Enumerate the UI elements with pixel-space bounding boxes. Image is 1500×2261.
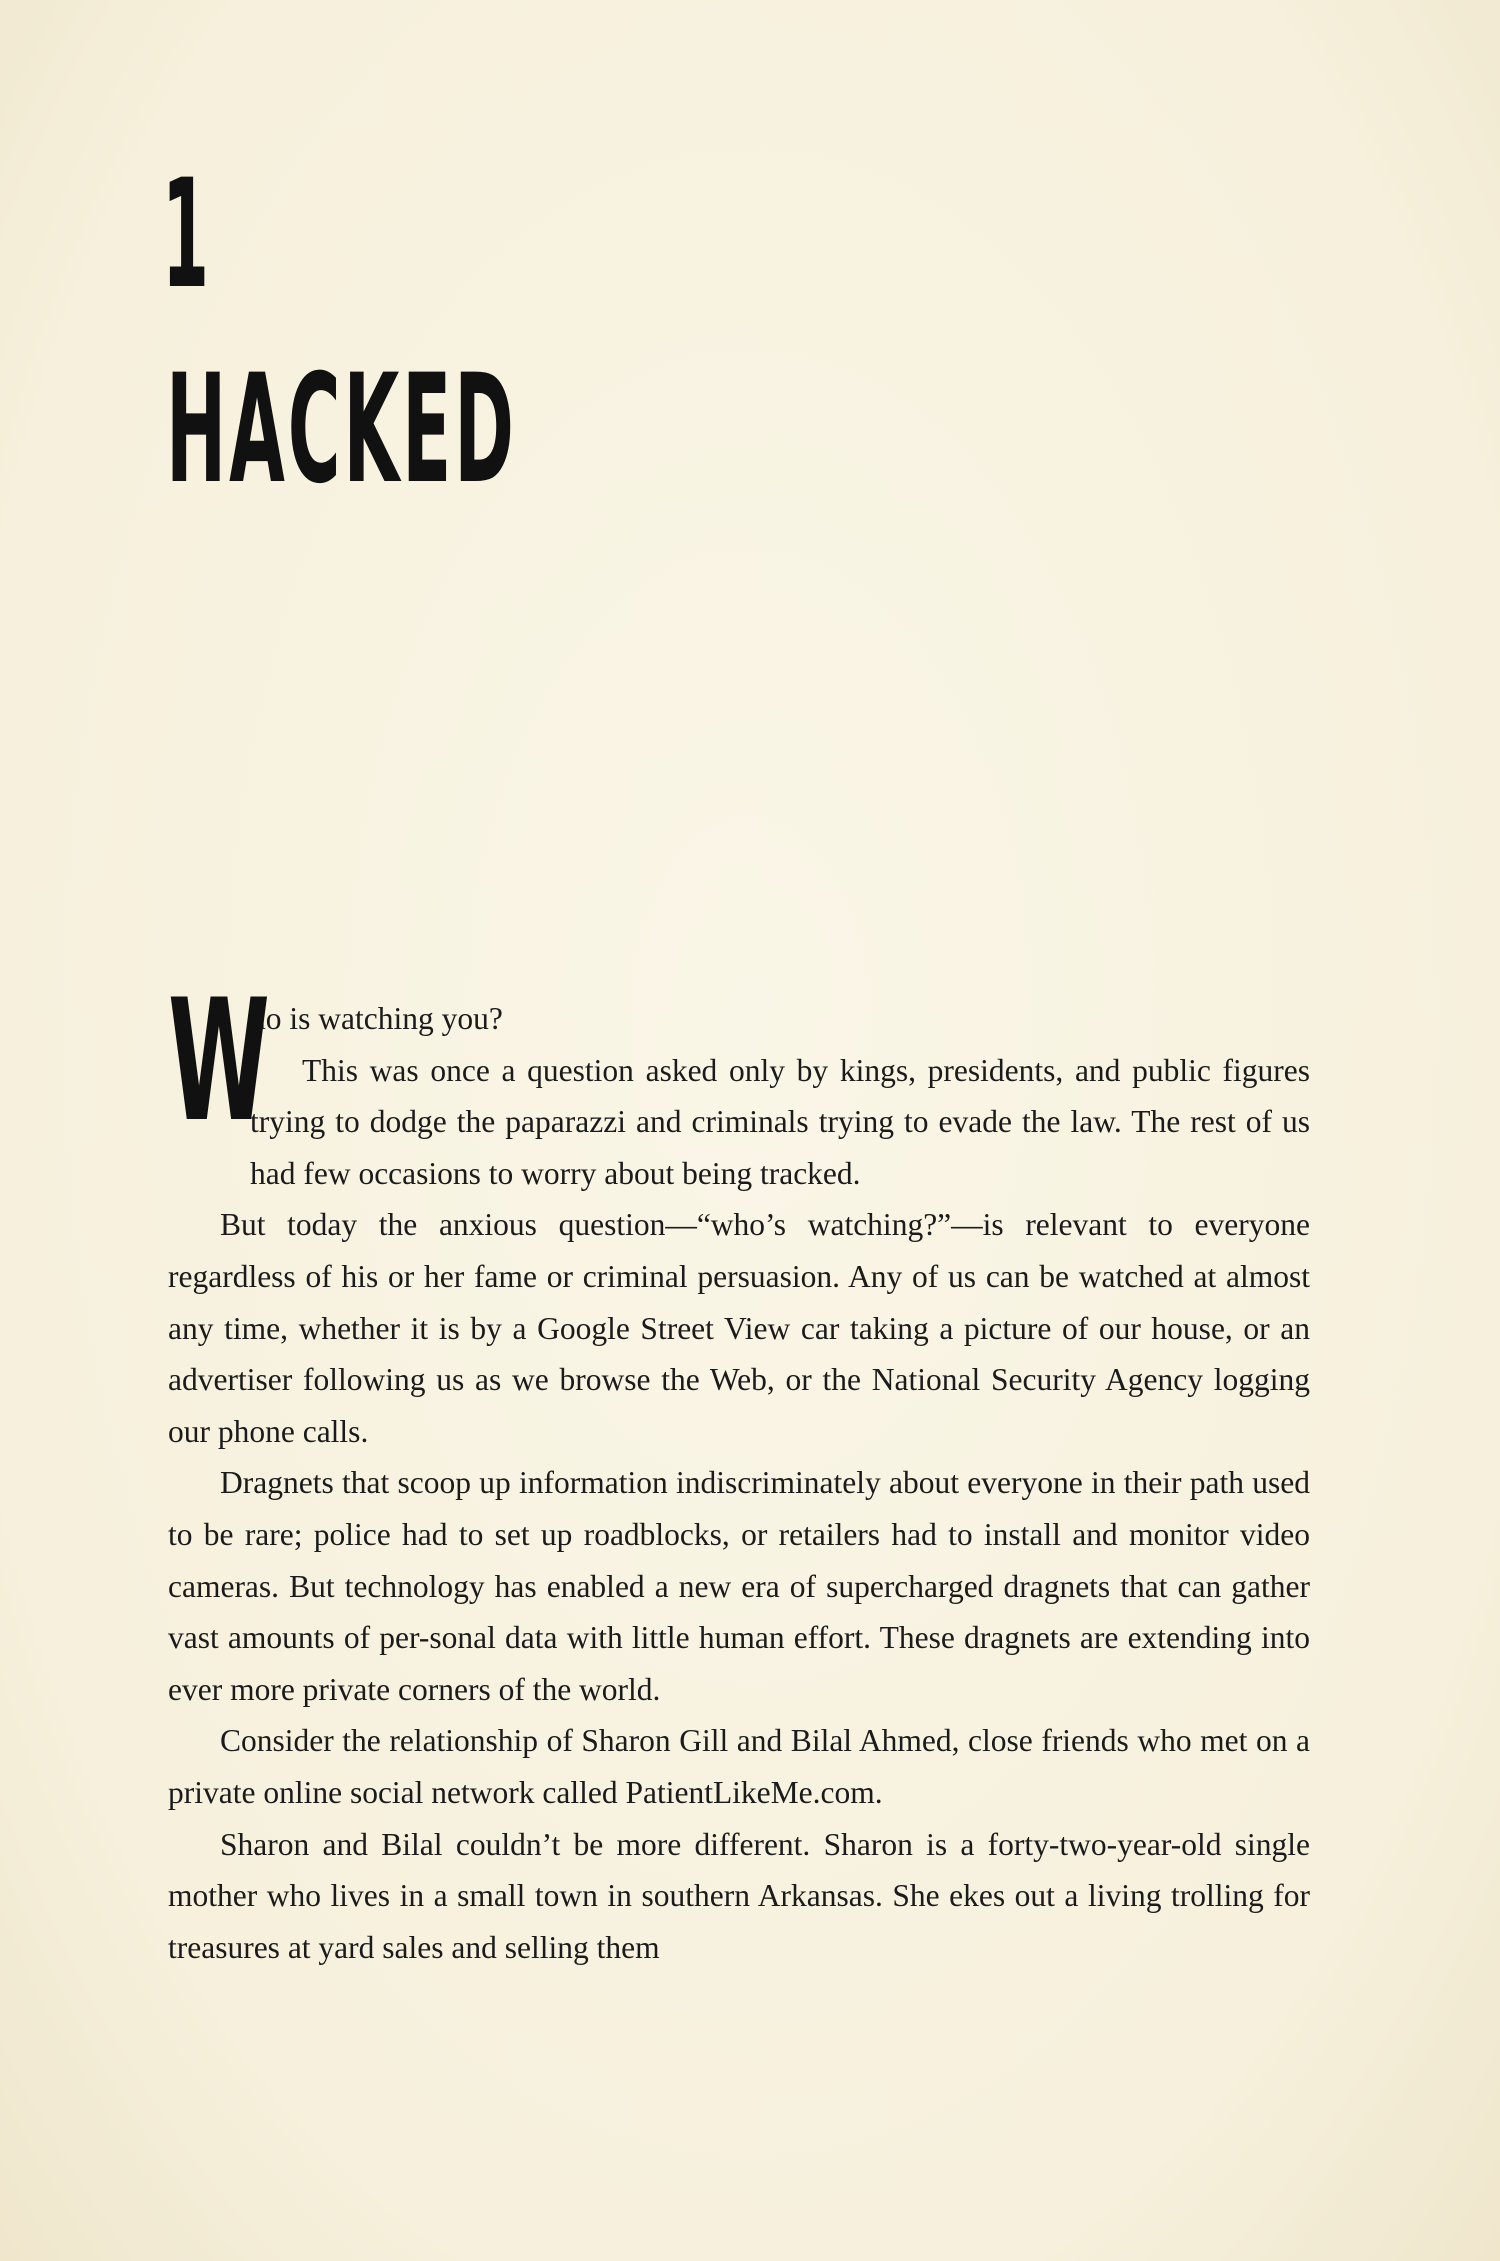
paragraph-2: This was once a question asked only by kings, presidents, and public figures trying to dodge the paparazzi and criminals trying to evade the law. The rest of us had few occasions to worry about being tracked. bbox=[250, 1052, 1310, 1191]
chapter-number: 1 bbox=[162, 148, 209, 322]
paragraph-3: But today the anxious question—“who’s watching?”—is relevant to everyone regardless of his or her fame or criminal persuasion. Any of us can be watched at almost any time, whether it is by a Google Street View car taking a picture of our house, or an advertiser following us as we browse the Web, or the National Security Agency logging our phone calls. bbox=[168, 1207, 1310, 1449]
chapter-title: HACKED bbox=[166, 343, 517, 517]
paragraph-1-text: ho is watching you? bbox=[250, 1001, 503, 1036]
paragraph-6: Sharon and Bilal couldn’t be more different. Sharon is a forty-two-year-old single mother who lives in a small town in southern Arkansas. She ekes out a living trolling for treasures at yard sales and selling them bbox=[168, 1826, 1310, 1965]
chapter-body bbox=[168, 963, 1310, 1973]
drop-cap-container bbox=[168, 963, 270, 1159]
paragraph-4: Dragnets that scoop up information indiscriminately about everyone in their path used to be rare; police had to set up roadblocks, or retailers had to install and monitor video cameras. But technology has enabled a new era of supercharged dragnets that can gather vast amounts of per-sonal data with little human effort. These dragnets are extending into ever more private corners of the world. bbox=[168, 1465, 1310, 1707]
drop-cap: W bbox=[168, 963, 270, 1159]
paragraph-5: Consider the relationship of Sharon Gill and Bilal Ahmed, close friends who met on a private online social network called PatientLikeMe.com. bbox=[168, 1723, 1310, 1810]
